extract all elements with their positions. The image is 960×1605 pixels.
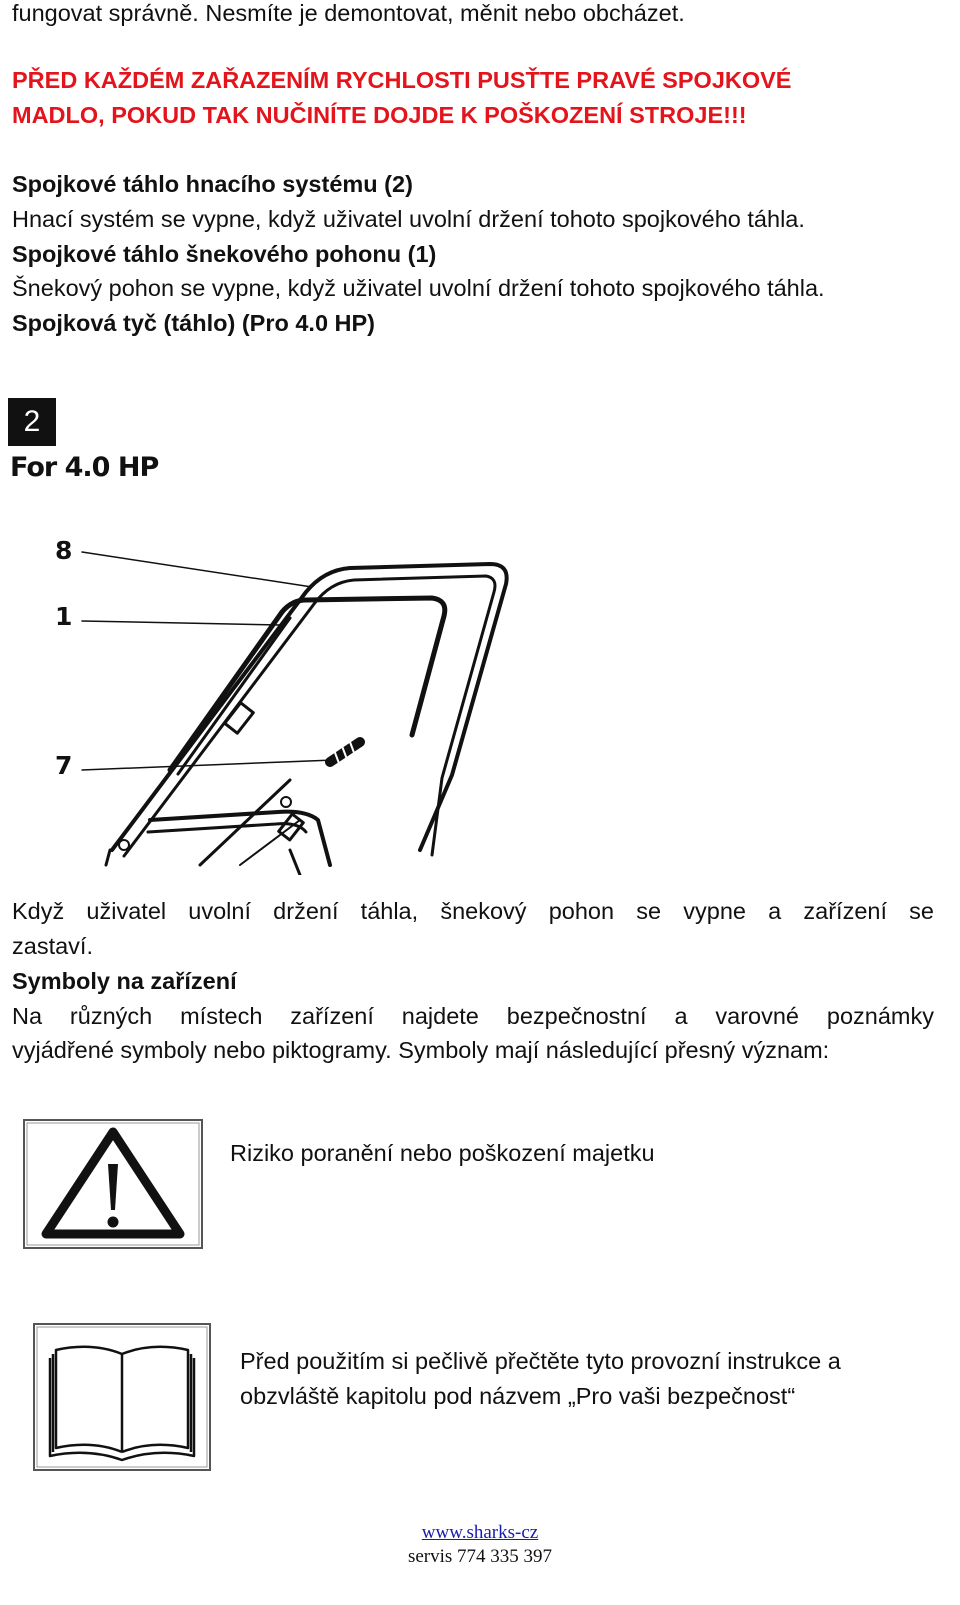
symbol-2-text-line-2: obzvláště kapitolu pod názvem „Pro vaši bezpečnost“: [240, 1383, 796, 1409]
symbols-intro-line-1: Na různých místech zařízení najdete bezpečnostní a varovné poznámky: [12, 1003, 934, 1029]
auger-lever-heading: Spojkové táhlo šnekového pohonu (1): [12, 241, 437, 267]
callout-label-8: 8: [55, 536, 73, 565]
footer-service-phone: servis 774 335 397: [407, 1546, 553, 1567]
auger-lever-text: Šnekový pohon se vypne, když uživatel uvolní držení tohoto spojkového táhla.: [12, 275, 825, 301]
clutch-rod-heading: Spojková tyč (táhlo) (Pro 4.0 HP): [12, 310, 376, 336]
callout-label-7: 7: [55, 751, 73, 780]
warning-triangle-icon: [22, 1118, 204, 1250]
warning-line-1: PŘED KAŽDÉM ZAŘAZENÍM RYCHLOSTI PUSŤTE PRAVÉ SPOJKOVÉ: [12, 67, 792, 93]
intro-text: fungovat správně. Nesmíte je demontovat, měnit nebo obcházet.: [12, 0, 685, 26]
leader-line-8: [82, 552, 312, 587]
leader-line-1: [82, 621, 280, 625]
release-note-line-1: Když uživatel uvolní držení táhla, šnekový pohon se vypne a zařízení se: [12, 898, 934, 924]
handlebar-diagram: [0, 520, 540, 875]
symbols-heading: Symboly na zařízení: [12, 968, 237, 994]
figure-caption: For 4.0 HP: [10, 452, 159, 483]
drive-lever-text: Hnací systém se vypne, když uživatel uvolní držení tohoto spojkového táhla.: [12, 206, 805, 232]
drive-lever-heading: Spojkové táhlo hnacího systému (2): [12, 171, 413, 197]
warning-line-2: MADLO, POKUD TAK NUČINÍTE DOJDE K POŠKOZENÍ STROJE!!!: [12, 102, 747, 128]
footer-website-link[interactable]: www.sharks-cz: [421, 1522, 539, 1543]
footer-link-wrap: [0, 1522, 960, 1544]
leader-line-7: [82, 760, 334, 770]
release-note-line-2: zastaví.: [12, 933, 93, 959]
symbol-1-text: Riziko poranění nebo poškození majetku: [230, 1140, 655, 1166]
manual-book-icon: [32, 1322, 212, 1472]
symbols-intro-line-2: vyjádřené symboly nebo piktogramy. Symboly mají následující přesný význam:: [12, 1037, 830, 1063]
figure-number-badge: 2: [8, 398, 56, 446]
symbol-2-text-line-1: Před použitím si pečlivě přečtěte tyto provozní instrukce a: [240, 1348, 841, 1374]
callout-label-1: 1: [55, 602, 73, 631]
